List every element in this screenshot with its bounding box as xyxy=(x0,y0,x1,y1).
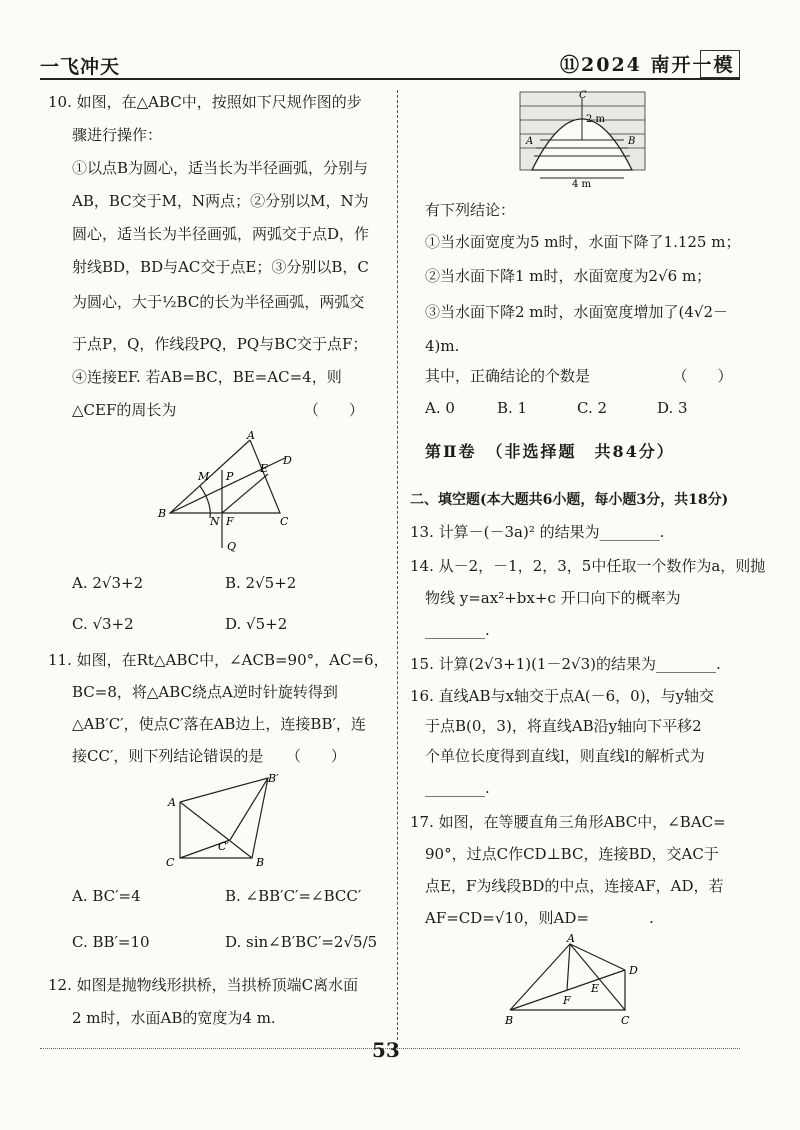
q10-line: 10. 如图，在△ABC中，按照如下尺规作图的步 xyxy=(48,93,362,111)
label-c: C xyxy=(166,856,175,869)
label-d: D xyxy=(629,964,638,977)
q10-option-b: B. 2√5+2 xyxy=(225,574,297,592)
q12-item: 4)m. xyxy=(425,337,460,355)
triangle-abc xyxy=(170,440,280,513)
q10-line: 骤进行操作： xyxy=(72,126,163,144)
q10-line: ①以点B为圆心，适当长为半径画弧，分别与 xyxy=(72,159,369,177)
label-f: F xyxy=(226,515,234,528)
q12-line: 12. 如图是抛物线形拱桥，当拱桥顶端C离水面 xyxy=(48,976,359,994)
q12-option-c: C. 2 xyxy=(577,399,608,417)
label-n: N xyxy=(210,515,220,528)
q11-option-b: B. ∠BB′C′=∠BCC′ xyxy=(225,887,362,905)
q12-ask: 其中，正确结论的个数是 （ ） xyxy=(425,367,733,385)
q16-line: 个单位长度得到直线l，则直线l的解析式为 xyxy=(425,747,705,765)
label-b: B xyxy=(505,1014,514,1027)
label-height: 2 m xyxy=(586,114,606,125)
q14-line: 物线 y=ax²+bx+c 开口向下的概率为 xyxy=(425,589,681,607)
label-a: A xyxy=(247,429,255,442)
q11-line: 接CC′，则下列结论错误的是 （ ） xyxy=(72,747,346,765)
label-a: A xyxy=(567,932,575,945)
label-c: C xyxy=(621,1014,630,1027)
q14-line: 14. 从－2，－1，2，3，5中任取一个数作为a，则抛 xyxy=(410,557,766,575)
label-b-prime: B′ xyxy=(268,772,279,785)
header-brand: 一飞冲天 xyxy=(40,56,121,78)
label-m: M xyxy=(198,470,210,483)
label-width: 4 m xyxy=(572,179,592,188)
q16-line: ________. xyxy=(425,779,490,797)
q17-line: AF=CD=√10，则AD= . xyxy=(425,909,654,927)
header-logo-box xyxy=(700,50,740,78)
q10-option-c: C. √3+2 xyxy=(72,615,134,633)
q10-line: 射线BD，BD与AC交于点E；③分别以B，C xyxy=(72,258,369,276)
q12-intro: 有下列结论： xyxy=(425,201,516,219)
q11-option-a: A. BC′=4 xyxy=(72,887,141,905)
q11-option-d: D. sin∠B′BC′=2√5/5 xyxy=(225,933,378,951)
section-2-title: 第Ⅱ卷 （非选择题 共84分） xyxy=(425,442,675,461)
q10-option-a: A. 2√3+2 xyxy=(72,574,144,592)
q17-line: 90°，过点C作CD⊥BC，连接BD，交AC于 xyxy=(425,845,719,863)
q11-line: BC=8，将△ABC绕点A逆时针旋转得到 xyxy=(72,683,338,701)
q10-line: AB，BC交于M，N两点；②分别以M，N为 xyxy=(72,192,369,210)
q10-line: 于点P，Q，作线段PQ，PQ与BC交于点F； xyxy=(72,335,368,353)
q11-figure xyxy=(160,770,300,870)
q17-line: 17. 如图，在等腰直角三角形ABC中，∠BAC= xyxy=(410,813,726,831)
q10-option-d: D. √5+2 xyxy=(225,615,288,633)
label-e: E xyxy=(591,982,600,995)
question-15: 15. 计算(2√3+1)(1－2√3)的结果为________. xyxy=(410,655,721,673)
column-divider xyxy=(397,90,398,1040)
fill-heading: 二、填空题(本大题共6小题，每小题3分，共18分) xyxy=(410,492,729,508)
q10-figure xyxy=(150,428,310,558)
q10-line: 圆心，适当长为半径画弧，两弧交于点D，作 xyxy=(72,225,370,243)
page-number: 53 xyxy=(372,1038,400,1062)
q16-line: 于点B(0，3)，将直线AB沿y轴向下平移2 xyxy=(425,717,702,735)
label-p: P xyxy=(226,470,234,483)
question-13: 13. 计算－(－3a)² 的结果为________. xyxy=(410,523,665,541)
q12-option-d: D. 3 xyxy=(657,399,688,417)
label-c: C xyxy=(280,515,289,528)
q12-option-a: A. 0 xyxy=(425,399,455,417)
q12-bridge-figure xyxy=(510,88,660,188)
q14-line: ________. xyxy=(425,621,490,639)
q10-line: △CEF的周长为 （ ） xyxy=(72,401,364,419)
segment-ab xyxy=(180,802,252,858)
label-b: B xyxy=(158,507,167,520)
segment-af xyxy=(567,944,570,990)
q16-line: 16. 直线AB与x轴交于点A(－6，0)，与y轴交 xyxy=(410,687,715,705)
label-b: B xyxy=(628,136,636,147)
q11-option-c: C. BB′=10 xyxy=(72,933,150,951)
label-d: D xyxy=(283,454,292,467)
segment-ad xyxy=(570,944,625,970)
label-e: E xyxy=(260,462,269,475)
q11-line: 11. 如图，在Rt△ABC中，∠ACB=90°，AC=6， xyxy=(48,651,389,669)
q10-line: 为圆心，大于½BC的长为半径画弧，两弧交 xyxy=(72,293,365,311)
label-q: Q xyxy=(227,540,237,553)
label-c: C xyxy=(579,90,587,101)
q12-line: 2 m时，水面AB的宽度为4 m. xyxy=(72,1009,276,1027)
label-c-prime: C′ xyxy=(218,840,229,853)
q12-option-b: B. 1 xyxy=(497,399,528,417)
q12-item: ①当水面宽度为5 m时，水面下降了1.125 m； xyxy=(425,233,741,251)
label-a: A xyxy=(526,136,534,147)
q12-item: ②当水面下降1 m时，水面宽度为2√6 m； xyxy=(425,267,712,285)
q11-line: △AB′C′，使点C′落在AB边上，连接BB′，连 xyxy=(72,715,366,733)
q17-figure xyxy=(495,932,655,1032)
q12-item: ③当水面下降2 m时，水面宽度增加了(4√2－ xyxy=(425,303,729,321)
label-b: B xyxy=(256,856,265,869)
header-rule xyxy=(40,78,740,80)
label-f: F xyxy=(563,994,571,1007)
label-a: A xyxy=(168,796,176,809)
header-title: ⑪2024 南开一模 xyxy=(560,54,735,76)
q17-line: 点E，F为线段BD的中点，连接AF，AD，若 xyxy=(425,877,724,895)
q10-line: ④连接EF. 若AB=BC，BE=AC=4，则 xyxy=(72,368,342,386)
